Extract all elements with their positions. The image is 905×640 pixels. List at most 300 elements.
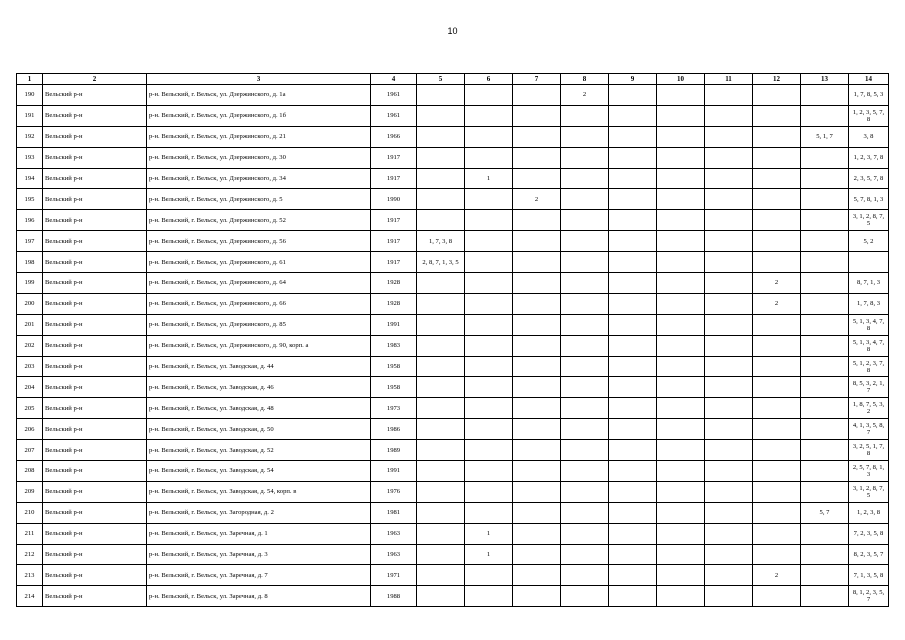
col10-cell <box>657 189 705 210</box>
col8-cell <box>561 231 609 252</box>
col7-cell: 2 <box>513 189 561 210</box>
year-cell: 1983 <box>371 335 417 356</box>
col11-cell <box>705 565 753 586</box>
col10-cell <box>657 356 705 377</box>
col12-cell <box>753 231 801 252</box>
col6-cell <box>465 210 513 231</box>
col7-cell <box>513 85 561 106</box>
col7-cell <box>513 168 561 189</box>
col6-cell <box>465 377 513 398</box>
row-number-cell: 208 <box>17 461 43 482</box>
col8-cell <box>561 461 609 482</box>
col8-cell <box>561 377 609 398</box>
year-cell: 1989 <box>371 440 417 461</box>
col14-cell: 8, 7, 1, 3 <box>849 273 889 294</box>
col13-cell <box>801 210 849 231</box>
col6-cell <box>465 126 513 147</box>
col6-cell <box>465 231 513 252</box>
district-cell: Вельский р-н <box>43 252 147 273</box>
col9-cell <box>609 273 657 294</box>
col10-cell <box>657 544 705 565</box>
col13-cell <box>801 293 849 314</box>
col11-cell <box>705 356 753 377</box>
col13-cell <box>801 481 849 502</box>
col7-cell <box>513 105 561 126</box>
col5-cell <box>417 356 465 377</box>
row-number-cell: 198 <box>17 252 43 273</box>
col5-cell <box>417 293 465 314</box>
column-header: 4 <box>371 74 417 85</box>
col8-cell <box>561 252 609 273</box>
col7-cell <box>513 523 561 544</box>
col8-cell <box>561 544 609 565</box>
col10-cell <box>657 481 705 502</box>
col13-cell <box>801 252 849 273</box>
col5-cell <box>417 586 465 607</box>
address-cell: р-н. Вельский, г. Вельск, ул. Загородная, д. 2 <box>147 502 371 523</box>
table-row <box>17 586 889 607</box>
col5-cell <box>417 419 465 440</box>
col8-cell <box>561 502 609 523</box>
col7-cell <box>513 502 561 523</box>
col13-cell <box>801 419 849 440</box>
district-cell: Вельский р-н <box>43 273 147 294</box>
col14-cell: 1, 7, 8, 3 <box>849 293 889 314</box>
col6-cell <box>465 586 513 607</box>
col6-cell: 1 <box>465 168 513 189</box>
col8-cell <box>561 210 609 231</box>
column-header: 13 <box>801 74 849 85</box>
col5-cell <box>417 502 465 523</box>
col7-cell <box>513 356 561 377</box>
year-cell: 1973 <box>371 398 417 419</box>
col11-cell <box>705 440 753 461</box>
table-row <box>17 377 889 398</box>
col7-cell <box>513 377 561 398</box>
col13-cell <box>801 523 849 544</box>
col9-cell <box>609 314 657 335</box>
col7-cell <box>513 398 561 419</box>
col5-cell <box>417 523 465 544</box>
col5-cell <box>417 565 465 586</box>
row-number-cell: 199 <box>17 273 43 294</box>
col8-cell <box>561 293 609 314</box>
col5-cell: 2, 8, 7, 1, 3, 5 <box>417 252 465 273</box>
col11-cell <box>705 377 753 398</box>
table-header-row <box>17 74 889 85</box>
district-cell: Вельский р-н <box>43 356 147 377</box>
table-row <box>17 440 889 461</box>
col13-cell <box>801 356 849 377</box>
col6-cell <box>465 85 513 106</box>
district-cell: Вельский р-н <box>43 398 147 419</box>
col10-cell <box>657 335 705 356</box>
table-row <box>17 314 889 335</box>
col5-cell <box>417 126 465 147</box>
col11-cell <box>705 85 753 106</box>
col6-cell: 1 <box>465 544 513 565</box>
col11-cell <box>705 105 753 126</box>
col14-cell: 4, 1, 3, 5, 8, 7 <box>849 419 889 440</box>
col14-cell: 3, 1, 2, 8, 7, 5 <box>849 481 889 502</box>
district-cell: Вельский р-н <box>43 502 147 523</box>
col6-cell <box>465 481 513 502</box>
col12-cell <box>753 335 801 356</box>
column-header: 10 <box>657 74 705 85</box>
col13-cell <box>801 586 849 607</box>
row-number-cell: 194 <box>17 168 43 189</box>
district-cell: Вельский р-н <box>43 231 147 252</box>
col14-cell: 5, 1, 3, 4, 7, 8 <box>849 314 889 335</box>
district-cell: Вельский р-н <box>43 565 147 586</box>
col12-cell <box>753 481 801 502</box>
district-cell: Вельский р-н <box>43 314 147 335</box>
row-number-cell: 204 <box>17 377 43 398</box>
col7-cell <box>513 147 561 168</box>
col10-cell <box>657 147 705 168</box>
col9-cell <box>609 544 657 565</box>
col11-cell <box>705 544 753 565</box>
column-header: 12 <box>753 74 801 85</box>
col12-cell <box>753 147 801 168</box>
col8-cell <box>561 586 609 607</box>
address-cell: р-н. Вельский, г. Вельск, ул. Дзержинского, д. 5 <box>147 189 371 210</box>
row-number-cell: 209 <box>17 481 43 502</box>
address-cell: р-н. Вельский, г. Вельск, ул. Дзержинского, д. 64 <box>147 273 371 294</box>
col9-cell <box>609 252 657 273</box>
row-number-cell: 211 <box>17 523 43 544</box>
col11-cell <box>705 293 753 314</box>
col10-cell <box>657 440 705 461</box>
col8-cell <box>561 523 609 544</box>
column-header: 6 <box>465 74 513 85</box>
col13-cell <box>801 461 849 482</box>
col13-cell <box>801 105 849 126</box>
col11-cell <box>705 314 753 335</box>
col7-cell <box>513 461 561 482</box>
district-cell: Вельский р-н <box>43 126 147 147</box>
table-row <box>17 126 889 147</box>
col7-cell <box>513 565 561 586</box>
address-cell: р-н. Вельский, г. Вельск, ул. Дзержинского, д. 61 <box>147 252 371 273</box>
table-row <box>17 502 889 523</box>
year-cell: 1958 <box>371 377 417 398</box>
col6-cell <box>465 105 513 126</box>
district-cell: Вельский р-н <box>43 377 147 398</box>
col9-cell <box>609 461 657 482</box>
col6-cell <box>465 398 513 419</box>
column-header: 14 <box>849 74 889 85</box>
year-cell: 1981 <box>371 502 417 523</box>
col13-cell <box>801 314 849 335</box>
table-row <box>17 168 889 189</box>
district-cell: Вельский р-н <box>43 523 147 544</box>
district-cell: Вельский р-н <box>43 461 147 482</box>
col5-cell <box>417 105 465 126</box>
row-number-cell: 191 <box>17 105 43 126</box>
col8-cell <box>561 126 609 147</box>
year-cell: 1917 <box>371 252 417 273</box>
table-row <box>17 356 889 377</box>
col9-cell <box>609 147 657 168</box>
table-row <box>17 565 889 586</box>
address-cell: р-н. Вельский, г. Вельск, ул. Заводская, д. 46 <box>147 377 371 398</box>
col12-cell <box>753 189 801 210</box>
col5-cell <box>417 544 465 565</box>
row-number-cell: 190 <box>17 85 43 106</box>
col13-cell <box>801 85 849 106</box>
col8-cell: 2 <box>561 85 609 106</box>
col9-cell <box>609 293 657 314</box>
col5-cell <box>417 440 465 461</box>
col14-cell: 8, 5, 3, 2, 1, 7 <box>849 377 889 398</box>
col9-cell <box>609 231 657 252</box>
col7-cell <box>513 335 561 356</box>
col12-cell <box>753 461 801 482</box>
col10-cell <box>657 377 705 398</box>
col11-cell <box>705 231 753 252</box>
col10-cell <box>657 565 705 586</box>
address-cell: р-н. Вельский, г. Вельск, ул. Дзержинского, д. 56 <box>147 231 371 252</box>
col12-cell <box>753 377 801 398</box>
col12-cell <box>753 356 801 377</box>
col6-cell <box>465 440 513 461</box>
row-number-cell: 197 <box>17 231 43 252</box>
col14-cell: 3, 2, 5, 1, 7, 8 <box>849 440 889 461</box>
col11-cell <box>705 398 753 419</box>
col6-cell <box>465 293 513 314</box>
col10-cell <box>657 523 705 544</box>
column-header: 8 <box>561 74 609 85</box>
col5-cell <box>417 273 465 294</box>
col6-cell: 1 <box>465 523 513 544</box>
district-cell: Вельский р-н <box>43 335 147 356</box>
col11-cell <box>705 189 753 210</box>
district-cell: Вельский р-н <box>43 147 147 168</box>
col5-cell <box>417 398 465 419</box>
col13-cell <box>801 544 849 565</box>
table-row <box>17 335 889 356</box>
year-cell: 1986 <box>371 419 417 440</box>
address-cell: р-н. Вельский, г. Вельск, ул. Дзержинского, д. 1б <box>147 105 371 126</box>
district-cell: Вельский р-н <box>43 210 147 231</box>
table-row <box>17 461 889 482</box>
district-cell: Вельский р-н <box>43 168 147 189</box>
col13-cell <box>801 231 849 252</box>
col8-cell <box>561 147 609 168</box>
col7-cell <box>513 544 561 565</box>
col14-cell: 1, 7, 8, 5, 3 <box>849 85 889 106</box>
district-cell: Вельский р-н <box>43 440 147 461</box>
col5-cell <box>417 189 465 210</box>
col10-cell <box>657 502 705 523</box>
address-cell: р-н. Вельский, г. Вельск, ул. Заречная, д. 1 <box>147 523 371 544</box>
table-row <box>17 398 889 419</box>
column-header: 1 <box>17 74 43 85</box>
col9-cell <box>609 356 657 377</box>
col12-cell <box>753 252 801 273</box>
col12-cell: 2 <box>753 293 801 314</box>
address-cell: р-н. Вельский, г. Вельск, ул. Дзержинского, д. 66 <box>147 293 371 314</box>
col13-cell <box>801 565 849 586</box>
col6-cell <box>465 502 513 523</box>
table-row <box>17 252 889 273</box>
col14-cell: 1, 8, 7, 5, 3, 2 <box>849 398 889 419</box>
table-row <box>17 85 889 106</box>
table-row <box>17 481 889 502</box>
col5-cell <box>417 461 465 482</box>
column-header: 5 <box>417 74 465 85</box>
col13-cell: 5, 7 <box>801 502 849 523</box>
year-cell: 1917 <box>371 147 417 168</box>
address-cell: р-н. Вельский, г. Вельск, ул. Дзержинского, д. 85 <box>147 314 371 335</box>
col6-cell <box>465 419 513 440</box>
col11-cell <box>705 126 753 147</box>
table-row <box>17 105 889 126</box>
col6-cell <box>465 335 513 356</box>
col9-cell <box>609 502 657 523</box>
col11-cell <box>705 502 753 523</box>
row-number-cell: 196 <box>17 210 43 231</box>
col9-cell <box>609 189 657 210</box>
col8-cell <box>561 105 609 126</box>
row-number-cell: 202 <box>17 335 43 356</box>
table-row <box>17 419 889 440</box>
col9-cell <box>609 398 657 419</box>
col10-cell <box>657 273 705 294</box>
col12-cell <box>753 586 801 607</box>
address-cell: р-н. Вельский, г. Вельск, ул. Заречная, д. 8 <box>147 586 371 607</box>
district-cell: Вельский р-н <box>43 481 147 502</box>
col9-cell <box>609 419 657 440</box>
year-cell: 1990 <box>371 189 417 210</box>
col10-cell <box>657 398 705 419</box>
district-cell: Вельский р-н <box>43 189 147 210</box>
col14-cell: 1, 2, 3, 5, 7, 8 <box>849 105 889 126</box>
col6-cell <box>465 147 513 168</box>
data-table <box>16 73 889 607</box>
col10-cell <box>657 126 705 147</box>
year-cell: 1961 <box>371 105 417 126</box>
col13-cell: 5, 1, 7 <box>801 126 849 147</box>
col7-cell <box>513 586 561 607</box>
row-number-cell: 201 <box>17 314 43 335</box>
col5-cell <box>417 168 465 189</box>
col7-cell <box>513 314 561 335</box>
col10-cell <box>657 210 705 231</box>
row-number-cell: 205 <box>17 398 43 419</box>
district-cell: Вельский р-н <box>43 85 147 106</box>
col10-cell <box>657 419 705 440</box>
col12-cell <box>753 126 801 147</box>
address-cell: р-н. Вельский, г. Вельск, ул. Дзержинского, д. 1а <box>147 85 371 106</box>
col8-cell <box>561 440 609 461</box>
page-number: 10 <box>447 26 458 36</box>
col11-cell <box>705 168 753 189</box>
col14-cell: 5, 7, 8, 1, 3 <box>849 189 889 210</box>
col13-cell <box>801 168 849 189</box>
col14-cell: 1, 2, 3, 7, 8 <box>849 147 889 168</box>
col14-cell: 7, 2, 3, 5, 8 <box>849 523 889 544</box>
table-row <box>17 293 889 314</box>
year-cell: 1988 <box>371 586 417 607</box>
col9-cell <box>609 168 657 189</box>
col7-cell <box>513 273 561 294</box>
col12-cell <box>753 85 801 106</box>
col8-cell <box>561 356 609 377</box>
address-cell: р-н. Вельский, г. Вельск, ул. Дзержинского, д. 30 <box>147 147 371 168</box>
col7-cell <box>513 440 561 461</box>
year-cell: 1958 <box>371 356 417 377</box>
col13-cell <box>801 147 849 168</box>
address-cell: р-н. Вельский, г. Вельск, ул. Заводская, д. 54, корп. в <box>147 481 371 502</box>
table-row <box>17 523 889 544</box>
col9-cell <box>609 126 657 147</box>
address-cell: р-н. Вельский, г. Вельск, ул. Заречная, д. 7 <box>147 565 371 586</box>
column-header: 11 <box>705 74 753 85</box>
col13-cell <box>801 377 849 398</box>
row-number-cell: 193 <box>17 147 43 168</box>
col5-cell <box>417 481 465 502</box>
col6-cell <box>465 252 513 273</box>
address-cell: р-н. Вельский, г. Вельск, ул. Заводская, д. 44 <box>147 356 371 377</box>
col14-cell: 5, 1, 3, 4, 7, 8 <box>849 335 889 356</box>
col10-cell <box>657 168 705 189</box>
row-number-cell: 214 <box>17 586 43 607</box>
col12-cell <box>753 168 801 189</box>
district-cell: Вельский р-н <box>43 105 147 126</box>
year-cell: 1963 <box>371 544 417 565</box>
col7-cell <box>513 293 561 314</box>
year-cell: 1917 <box>371 231 417 252</box>
address-cell: р-н. Вельский, г. Вельск, ул. Заводская, д. 50 <box>147 419 371 440</box>
col9-cell <box>609 523 657 544</box>
col14-cell: 8, 1, 2, 3, 5, 7 <box>849 586 889 607</box>
col14-cell: 3, 8 <box>849 126 889 147</box>
column-header: 7 <box>513 74 561 85</box>
col9-cell <box>609 481 657 502</box>
col6-cell <box>465 565 513 586</box>
col13-cell <box>801 335 849 356</box>
table-row <box>17 210 889 231</box>
col8-cell <box>561 565 609 586</box>
col14-cell: 7, 1, 3, 5, 8 <box>849 565 889 586</box>
row-number-cell: 212 <box>17 544 43 565</box>
row-number-cell: 192 <box>17 126 43 147</box>
col10-cell <box>657 105 705 126</box>
column-header: 2 <box>43 74 147 85</box>
col8-cell <box>561 314 609 335</box>
col9-cell <box>609 565 657 586</box>
col10-cell <box>657 586 705 607</box>
row-number-cell: 210 <box>17 502 43 523</box>
table-row <box>17 231 889 252</box>
col10-cell <box>657 461 705 482</box>
table-row <box>17 273 889 294</box>
col11-cell <box>705 586 753 607</box>
col11-cell <box>705 461 753 482</box>
col9-cell <box>609 586 657 607</box>
address-cell: р-н. Вельский, г. Вельск, ул. Заводская, д. 48 <box>147 398 371 419</box>
col12-cell <box>753 440 801 461</box>
col9-cell <box>609 440 657 461</box>
district-cell: Вельский р-н <box>43 586 147 607</box>
col14-cell: 5, 2 <box>849 231 889 252</box>
col8-cell <box>561 189 609 210</box>
year-cell: 1991 <box>371 461 417 482</box>
row-number-cell: 213 <box>17 565 43 586</box>
col8-cell <box>561 398 609 419</box>
